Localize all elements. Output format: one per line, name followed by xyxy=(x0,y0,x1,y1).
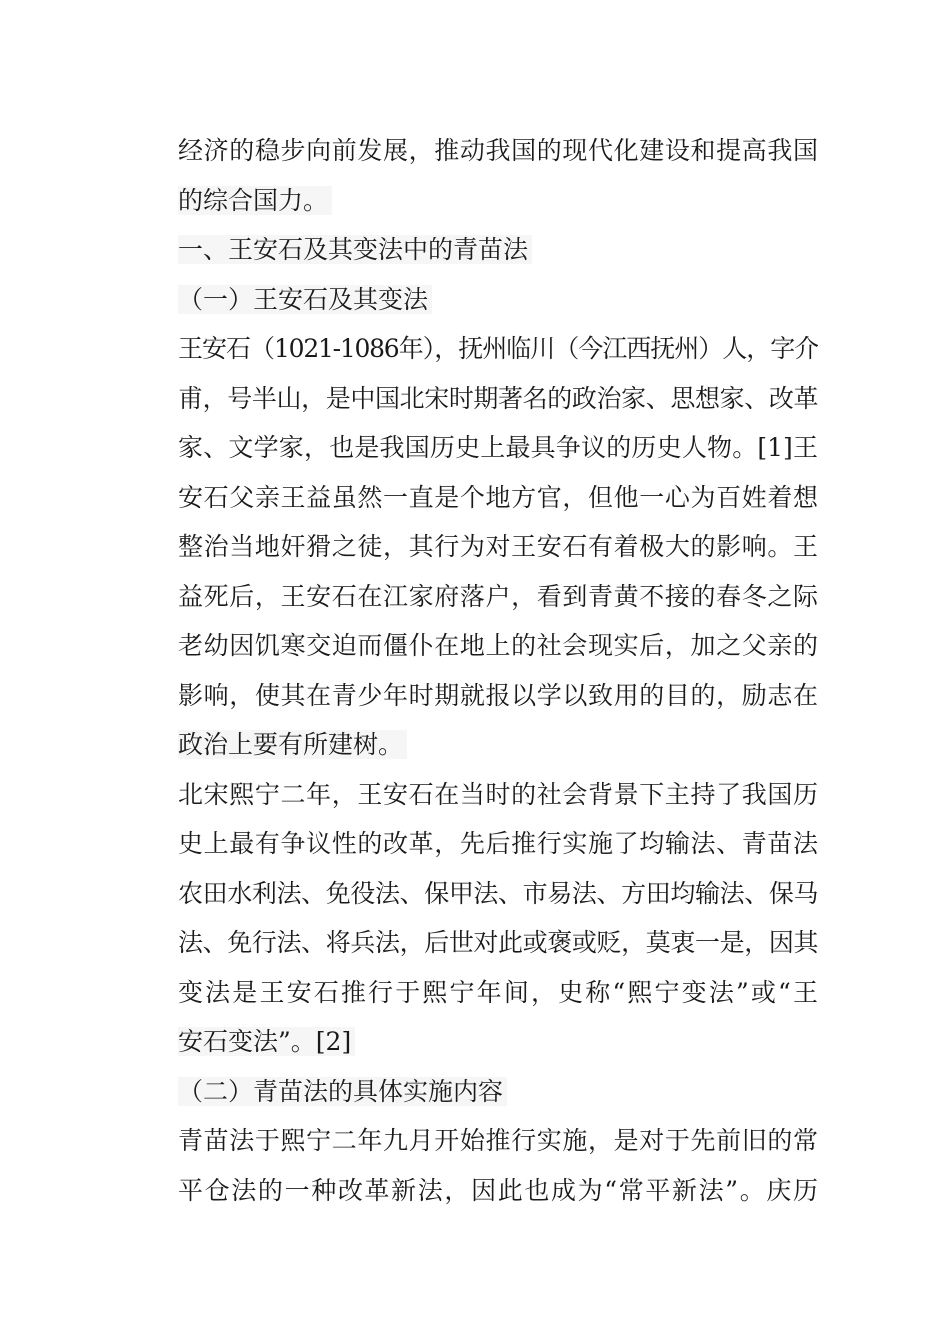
text-line xyxy=(178,918,818,968)
text-line xyxy=(178,176,818,226)
text-line-content: 家、文学家，也是我国历史上最具争议的历史人物。[1]王 xyxy=(178,433,818,462)
text-line xyxy=(178,720,818,770)
text-line-content: 平仓法的一种改革新法，因此也成为“常平新法”。庆历 xyxy=(178,1175,818,1205)
text-line xyxy=(178,324,818,374)
text-line xyxy=(178,968,818,1018)
text-line-content: 北宋熙宁二年，王安石在当时的社会背景下主持了我国历 xyxy=(178,779,818,809)
text-line-content: 老幼因饥寒交迫而僵仆在地上的社会现实后，加之父亲的 xyxy=(178,631,818,660)
text-line-content: （二）青苗法的具体实施内容 xyxy=(178,1077,507,1106)
document-body xyxy=(178,126,818,1215)
text-line xyxy=(178,572,818,622)
text-line-content: 安石父亲王益虽然一直是个地方官，但他一心为百姓着想 xyxy=(178,482,818,512)
text-line-content: 史上最有争议性的改革，先后推行实施了均输法、青苗法 xyxy=(178,829,818,858)
text-line xyxy=(178,1067,818,1117)
text-line-content: 政治上要有所建树。 xyxy=(178,730,407,759)
text-line-content: 整治当地奸猾之徒，其行为对王安石有着极大的影响。王 xyxy=(178,532,818,561)
text-line-content: 经济的稳步向前发展，推动我国的现代化建设和提高我国 xyxy=(178,136,818,165)
text-line xyxy=(178,275,818,325)
text-line xyxy=(178,374,818,424)
text-line-content: 法、免行法、将兵法，后世对此或褒或贬，莫衷一是，因其 xyxy=(178,928,818,957)
text-line xyxy=(178,671,818,721)
text-line xyxy=(178,869,818,919)
text-line xyxy=(178,621,818,671)
text-line-content: 安石变法”。[2] xyxy=(178,1027,355,1056)
text-line xyxy=(178,770,818,820)
text-line-content: 王安石（1021-1086年），抚州临川（今江西抚州）人，字介 xyxy=(178,334,818,363)
text-line-content: （一）王安石及其变法 xyxy=(178,285,432,314)
text-line xyxy=(178,1116,818,1166)
text-line xyxy=(178,1166,818,1216)
text-line xyxy=(178,423,818,473)
text-line xyxy=(178,522,818,572)
text-line xyxy=(178,1017,818,1067)
text-line-content: 农田水利法、免役法、保甲法、市易法、方田均输法、保马 xyxy=(178,878,818,908)
text-line-content: 益死后，王安石在江家府落户，看到青黄不接的春冬之际 xyxy=(178,581,818,611)
text-line xyxy=(178,819,818,869)
text-line-content: 的综合国力。 xyxy=(178,186,332,215)
text-line-content: 一、王安石及其变法中的青苗法 xyxy=(178,235,532,264)
text-line-content: 青苗法于熙宁二年九月开始推行实施，是对于先前旧的常 xyxy=(178,1126,818,1155)
text-line-content: 影响，使其在青少年时期就报以学以致用的目的，励志在 xyxy=(178,680,818,710)
text-line xyxy=(178,126,818,176)
text-line xyxy=(178,225,818,275)
text-line-content: 变法是王安石推行于熙宁年间，史称“熙宁变法”或“王 xyxy=(178,977,818,1007)
text-line-content: 甫，号半山，是中国北宋时期著名的政治家、思想家、改革 xyxy=(178,383,818,413)
text-line xyxy=(178,473,818,523)
